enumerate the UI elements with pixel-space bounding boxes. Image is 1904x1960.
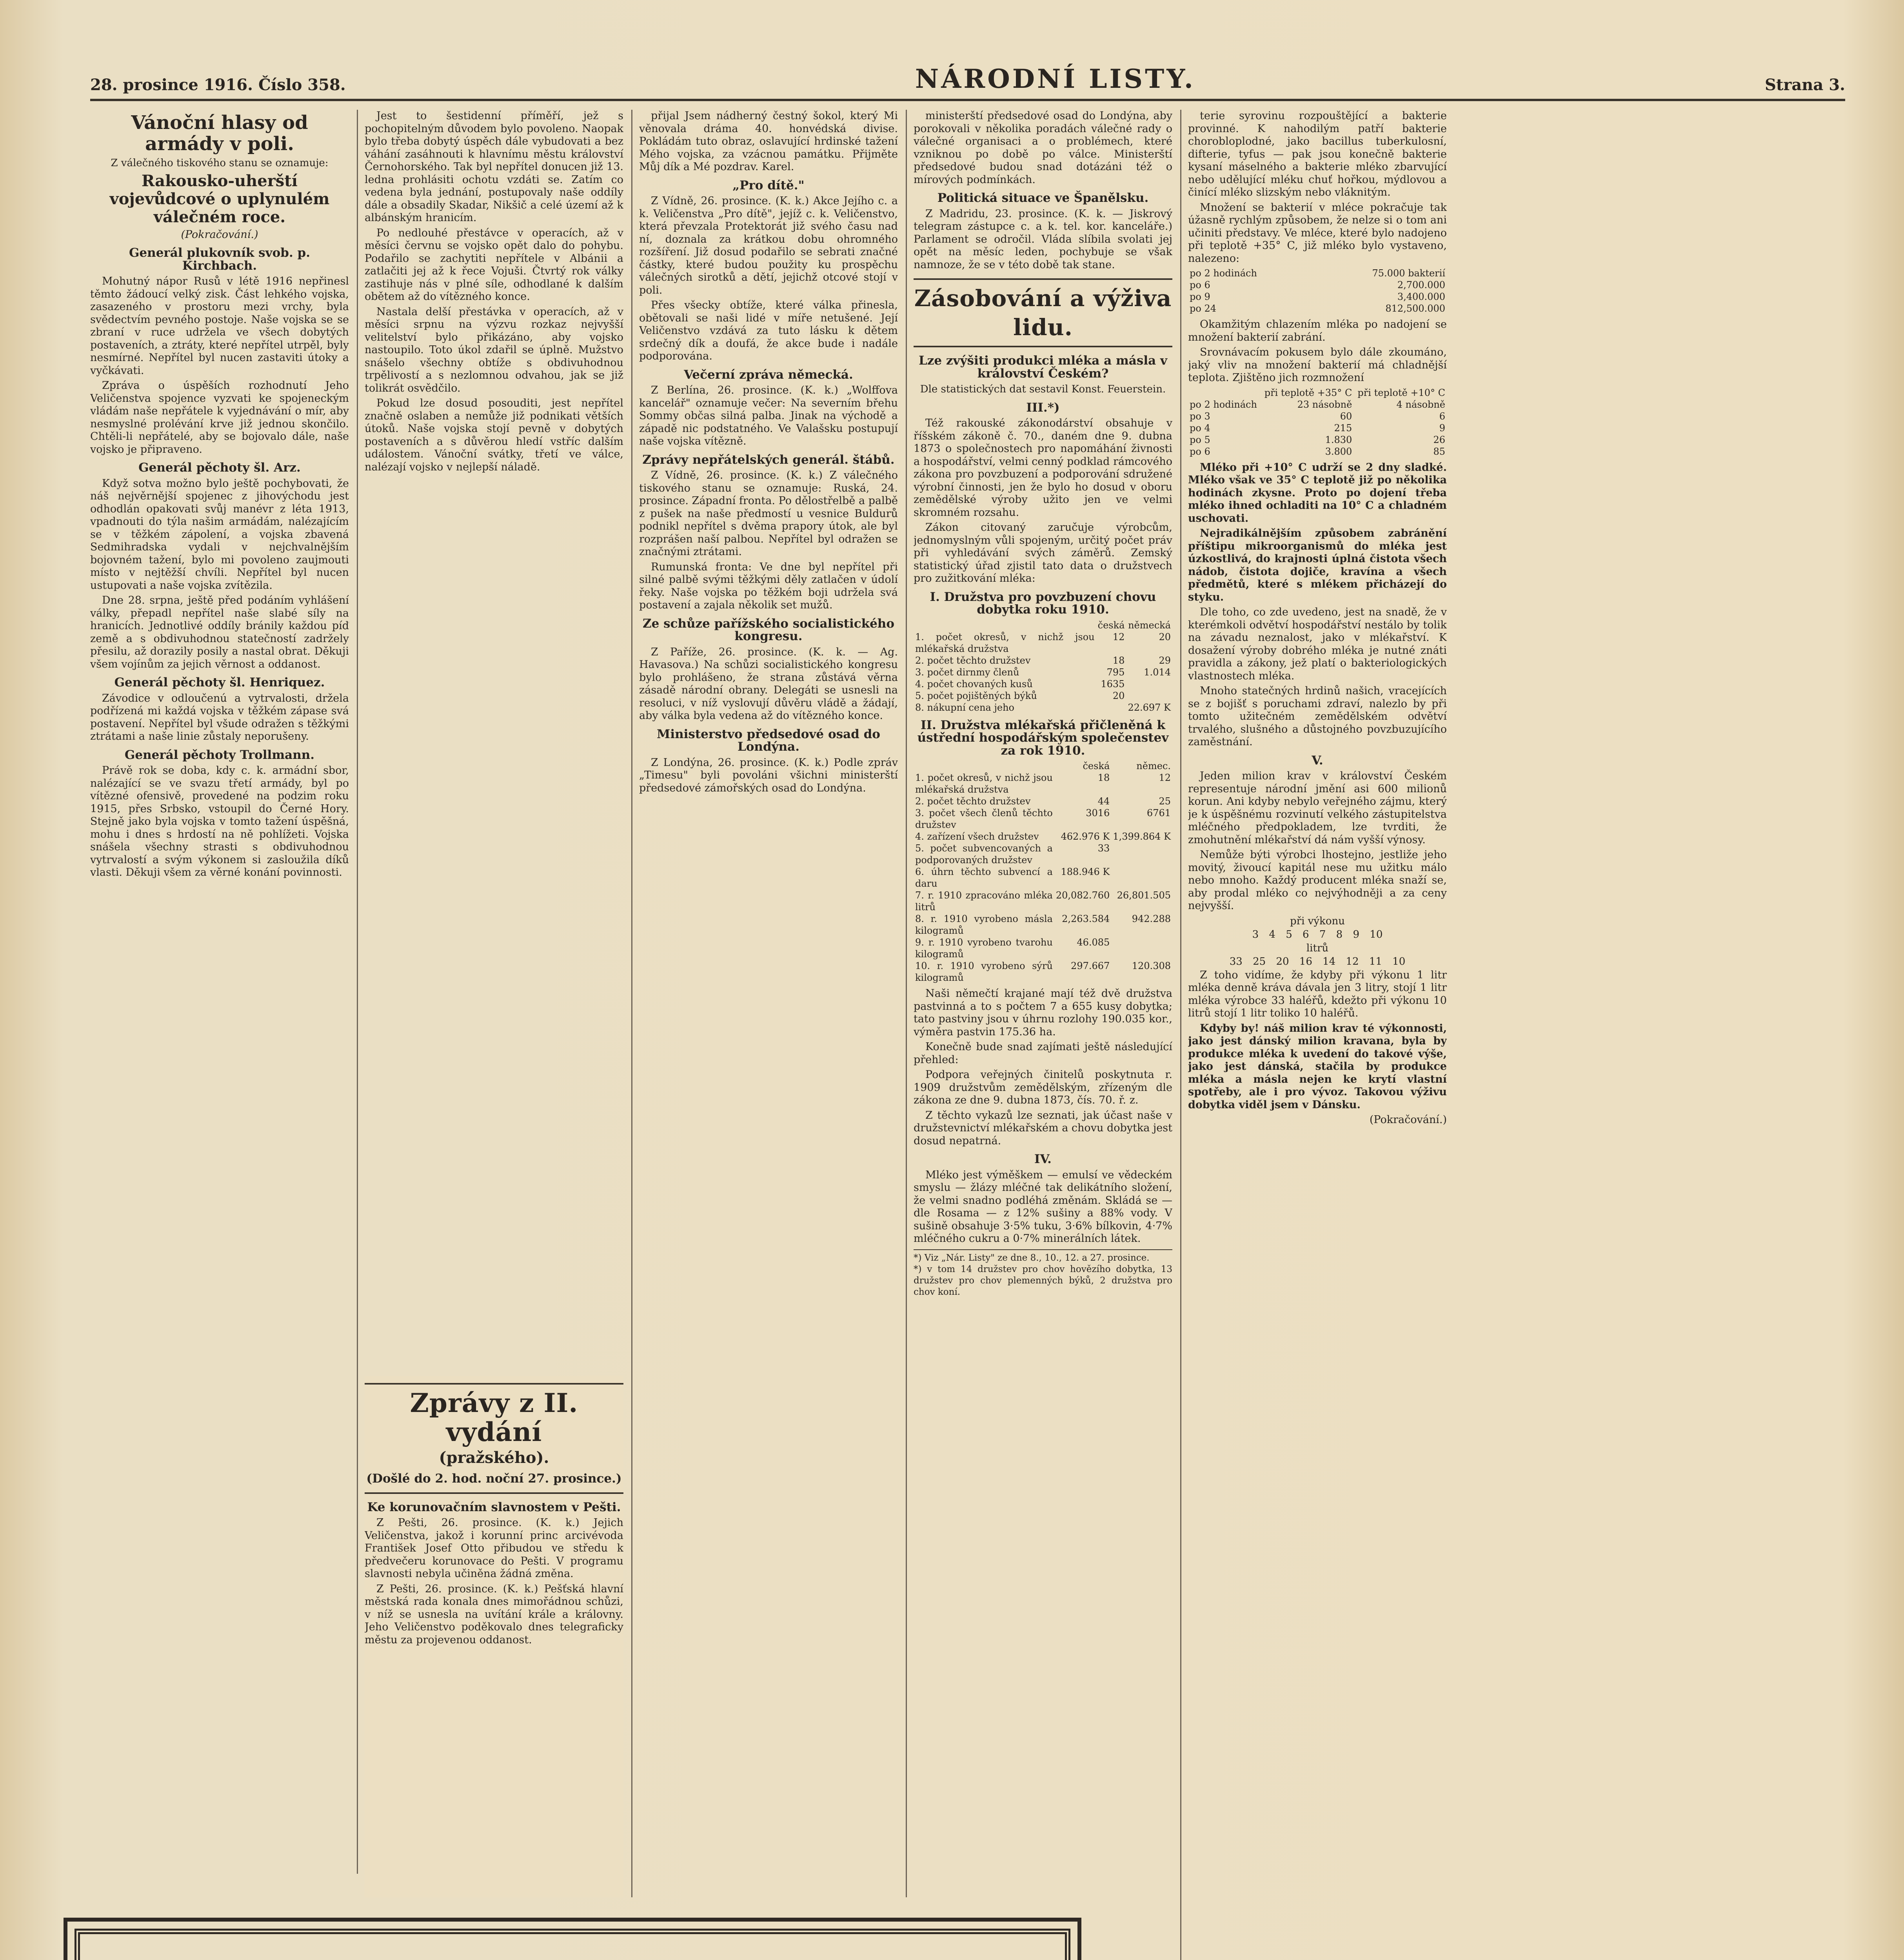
table-row: po 9 3,400.000 bbox=[1190, 291, 1445, 302]
section-heading: V. bbox=[1312, 753, 1323, 768]
table-row: 6. úhrn těchto subvencí a daru 188.946 K bbox=[915, 866, 1110, 889]
column-rule bbox=[906, 110, 907, 1897]
section-heading: „Pro dítě." bbox=[732, 178, 805, 192]
second-edition-note: (Došlé do 2. hod. noční 27. prosince.) bbox=[366, 1472, 622, 1486]
section-heading: Ministerstvo předsedové osad do Londýna. bbox=[657, 727, 880, 754]
table-header: česká bbox=[1083, 760, 1110, 771]
page-number: Strana 3. bbox=[1764, 76, 1845, 94]
paragraph: Po nedlouhé přestávce v operacích, až v měsíci červnu se vojsko opět dalo do pohybu. Podařilo se zachytiti nepřítele v Albánii a zatlačiti jej až k řece Vojuši. Čtvrtý rok války zastihuje nás v plné síle, odhodlané k dalším obětem až do vítězného konce. bbox=[365, 227, 623, 303]
masthead: NÁRODNÍ LISTY. bbox=[915, 64, 1195, 94]
column-rule bbox=[1180, 110, 1181, 1960]
column-1 bbox=[90, 110, 349, 1874]
article-intro: Z válečného tiskového stanu se oznamuje: bbox=[111, 157, 329, 169]
paragraph: Dle toho, co zde uvedeno, jest na snadě, že v kterémkoli odvětví hospodářství nestálo by tolik na závadu neznalost, jako v mlékařství. K dosažení výroby dobrého mléka je nutné znáti pravidla a zákony, jež platí o bakteriologických vlastnostech mléka. bbox=[1188, 606, 1447, 682]
yield-row: 3 4 5 6 7 8 9 10 bbox=[1252, 929, 1383, 940]
table-header: při teplotě +10° C bbox=[1357, 387, 1445, 398]
paragraph: Množení se bakterií v mléce pokračuje tak úžasně rychlým způsobem, že nelze si o tom ani učiniti představy. Ve mléce, které bylo nadojeno při teplotě +35° C, již mléko bylo vystaveno, nalezeno: bbox=[1188, 201, 1447, 265]
table-row: 5. počet subvencovaných a podporovaných družstev 33 bbox=[915, 843, 1110, 866]
nutrition-header bbox=[914, 278, 1172, 347]
yield-header: při výkonu bbox=[1290, 915, 1345, 927]
table-title: II. Družstva mlékařská přičleněná k ústřední hospodářským společenstev za rok 1910. bbox=[917, 718, 1169, 758]
table-row: po 4 215 9 bbox=[1190, 422, 1445, 434]
table-row: 2. počet těchto družstev 44 25 bbox=[915, 796, 1171, 807]
table-row: po 24 812,500.000 bbox=[1190, 303, 1445, 314]
table-row: 8. nákupní cena jeho 22.697 K bbox=[915, 702, 1171, 713]
table-row: 7. r. 1910 zpracováno mléka litrů 20,082.760 26,801.505 bbox=[915, 890, 1171, 913]
table-row: 5. počet pojištěných býků 20 bbox=[915, 690, 1125, 701]
paragraph: Z Madridu, 23. prosince. (K. k. — Jiskrový telegram zástupce c. a k. tel. kor. kanceláře.) Parlament se odročil. Vláda slíbila svolati jej opět na měsíc leden, pochybuje se však namnoze, že se v této době tak stane. bbox=[914, 207, 1172, 271]
table-row: po 2 hodinách 23 násobně 4 násobně bbox=[1190, 399, 1445, 410]
table-row: po 6 2,700.000 bbox=[1190, 279, 1445, 290]
section-heading: Generál pěchoty Trollmann. bbox=[124, 748, 315, 762]
section-heading: Generál plukovník svob. p. Kirchbach. bbox=[129, 246, 311, 273]
section-heading: Večerní zpráva německá. bbox=[684, 367, 853, 382]
table-header: česká bbox=[1097, 619, 1125, 631]
page-header bbox=[90, 64, 1845, 101]
paragraph: Z toho vidíme, že kdyby při výkonu 1 litr mléka denně kráva dávala jen 3 litry, stojí 1 litr mléka výrobce 33 haléřů, kdežto při výkonu 10 litrů stojí 1 litr toliko 10 haléřů. bbox=[1188, 969, 1447, 1019]
paragraph: Podpora veřejných činitelů poskytnuta r. 1909 družstvům zemědělským, zřízeným dle zákona ze dne 9. dubna 1873, čís. 70. ř. z. bbox=[914, 1069, 1172, 1106]
table-header: při teplotě +35° C bbox=[1264, 387, 1352, 398]
paragraph: Dne 28. srpna, ještě před podáním vyhlášení války, přepadl nepřítel naše slabé síly na hranicích. Jednotlivé oddíly bránily každou píď země a s obdivuhodnou statečností zadržely přesilu, až dorazily posily a nastal obrat. Děkuji všem vojínům za jejich věrnost a oddanost. bbox=[90, 594, 349, 670]
article-headline: Rakousko-uherští vojevůdcové o uplynulém válečném roce. bbox=[109, 171, 330, 226]
paragraph: Závodice v odloučenú a vytrvalosti, držela podřízená mi každá vojska v těžkém zápase svá postavení. Nepřítel byl všude odražen s těžkými ztrátami a naše linie zůstaly neporušeny. bbox=[90, 692, 349, 742]
section-heading: Zprávy nepřátelských generál. štábů. bbox=[642, 452, 895, 467]
column-5 bbox=[1188, 110, 1447, 1960]
table-row: po 3 60 6 bbox=[1190, 410, 1445, 422]
column-rule bbox=[631, 110, 632, 1897]
paragraph: Mléko jest výměškem — emulsí ve vědeckém smyslu — žlázy mléčné tak delikátního složení, že velmi snadno podléhá změnám. Skládá se — dle Rosama — z 12% sušiny a 88% vody. V sušině obsahuje 3·5% tuku, 3·6% bílkovin, 4·7% mléčného cukru a 0·7% minerálních látek. bbox=[914, 1169, 1172, 1245]
continuation-note: (Pokračování.) bbox=[1369, 1114, 1447, 1126]
table-row: po 5 1.830 26 bbox=[1190, 434, 1445, 445]
table-header: německá bbox=[1128, 619, 1171, 631]
paragraph: Mohutný nápor Rusů v létě 1916 nepřinesl těmto žádoucí velký zisk. Část lehkého vojska, zasazeného v prostoru mezi vrchy, byla svědectvím pevného postoje. Naše vojska se se zbraní v ruce udržela ve všech dobytých postaveních, a ztráty, které nepřítel utrpěl, byly nesmírné. Nepřítel byl nucen zastaviti útoky a vyčkávati. bbox=[90, 275, 349, 377]
paragraph: Nejradikálnějším způsobem zabránění příštipu mikroorganismů do mléka jest úzkostlivá, do krajnosti úplná čistota všech nádob, čistota dojiče, kravína a všech předmětů, které s mlékem přicházejí do styku. bbox=[1188, 527, 1447, 603]
yield-header: litrů bbox=[1306, 942, 1329, 954]
issue-date: 28. prosince 1916. Číslo 358. bbox=[90, 76, 346, 94]
section-heading: Politická situace ve Španělsku. bbox=[937, 191, 1149, 205]
paragraph: Naši němečtí krajané mají též dvě družstva pastvinná a to s počtem 7 a 655 kusy dobytka; tato pastviny jsou v úhrnu rozlohy 190.035 kor., výměra pastvin 175.36 ha. bbox=[914, 987, 1172, 1038]
temperature-table bbox=[1188, 387, 1447, 457]
paragraph: Mnoho statečných hrdinů našich, vracejících se z bojišť s poruchami zdraví, nalezlo by při tomto užitečném zemědělském odvětví trvalého, slušného a důstojného povzbuzujícího zaměstnání. bbox=[1188, 685, 1447, 748]
paragraph: Jest to šestidenní příměří, jež s pochopitelným důvodem bylo povoleno. Naopak bylo třeba dobytý úspěch dále vybudovati a bez váhání zasáhnouti k hlavnímu městu království Černohorského. Tak byl nepřítel donucen již 13. ledna prohlásiti ochotu vzdáti se. Zatím co vedena byla jednání, postupovaly naše oddíly dále a obsadily Skadar, Nikšič a celé území až k albánským hranicím. bbox=[365, 110, 623, 224]
paragraph: Mléko při +10° C udrží se 2 dny sladké. Mléko však ve 35° C teplotě již po několika hodinách zkysne. Proto po dojení třeba mléko ihned ochladiti na 10° C a chladném uschovati. bbox=[1188, 461, 1447, 524]
table-row: 10. r. 1910 vyrobeno sýrů kilogramů 297.667 120.308 bbox=[915, 960, 1171, 983]
columns bbox=[90, 110, 1845, 1874]
table-row: 1. počet okresů, v nichž jsou mlékařská družstva 18 12 bbox=[915, 772, 1171, 795]
paragraph: Nemůže býti výrobci lhostejno, jestliže jeho movitý, živoucí kapitál nese mu užitku málo nebo mnoho. Každý producent mléka snaží se, aby prodal mléko co nejvýhodněji a za ceny nejvyšší. bbox=[1188, 849, 1447, 912]
paragraph: Z Paříže, 26. prosince. (K. k. — Ag. Havasova.) Na schůzi socialistického kongresu bylo prohlášeno, že strana zůstává věrna zásadě národní obrany. Delegáti se usnesli na resoluci, v níž vyslovují důvěru vládě a žádají, aby válka byla vedena až do vítězného konce. bbox=[639, 646, 898, 722]
table-row: po 6 3.800 85 bbox=[1190, 446, 1445, 457]
paragraph: Zákon citovaný zaručuje výrobcům, jednomyslným vůli spojeným, určitý počet práv při vyhledávání svých záměrů. Zemský statistický úřad zjistil tato data o družstvech pro zužitkování mléka: bbox=[914, 521, 1172, 584]
second-edition-subtitle: (pražského). bbox=[439, 1448, 549, 1467]
paragraph: Nastala delší přestávka v operacích, až v měsíci srpnu na výzvu rozkaz nejvyšší velitelství bylo přikázáno, aby vojsko nastoupilo. Toto úkol zdařil se úplně. Mužstvo snášelo všechny obtíže s obdivuhodnou trpělivostí a s nezlomnou odvahou, jak se již tolikrát osvědčilo. bbox=[365, 305, 623, 394]
table-row: 2. počet těchto družstev 18 29 bbox=[915, 655, 1171, 666]
paragraph: Z Pešti, 26. prosince. (K. k.) Pešťská hlavní městská rada konala dnes mimořádnou schůzi, v níž se usnesla na uvítání krále a královny. Jeho Veličenstvo poděkovalo dnes telegraficky městu za projevenou oddanost. bbox=[365, 1583, 623, 1646]
table-row: 3. počet všech členů těchto družstev 3016 6761 bbox=[915, 808, 1171, 830]
paragraph: Též rakouské zákonodárství obsahuje v říšském zákoně č. 70., daném dne 9. dubna 1873 o společnostech pro napomáhání živnosti a hospodářství, velmi cenný podklad rámcového zákona pro povzbuzení a podporování sdružené výrobní činnosti, jen že bylo ho dosud v oboru zemědělské výroby užito jen ve velmi skromném rozsahu. bbox=[914, 417, 1172, 519]
paragraph: Z Vídně, 26. prosince. (K. k.) Akce Jejího c. a k. Veličenstva „Pro dítě", jejíž c. k. Veličenstvo, která převzala Protektorát již svého času nad ní, doznala za krátkou dobu ohromného rozšíření. Již dosud podařilo se sebrati značné částky, které budou použity ku prospěchu válečných sirotků a dětí, jejichž otcové stojí v poli. bbox=[639, 195, 898, 296]
paragraph: Srovnávacím pokusem bylo dále zkoumáno, jaký vliv na množení bakterií má chladnější teplota. Zjištěno jich rozmnožení bbox=[1188, 346, 1447, 384]
paragraph: Konečně bude snad zajímati ještě následující přehled: bbox=[914, 1041, 1172, 1066]
paragraph: Přes všecky obtíže, které válka přinesla, obětovali se naši lidé v míře netušené. Její Veličenstvo vzdává za tuto lásku k dětem srdečný dík a doufá, že akce bude i nadále podporována. bbox=[639, 299, 898, 362]
section-heading: IV. bbox=[1034, 1152, 1052, 1166]
table-row: po 2 hodinách 75.000 bakterií bbox=[1190, 268, 1445, 279]
second-edition-block bbox=[365, 1376, 623, 1897]
article-question: Lze zvýšiti produkci mléka a másla v království Českém? bbox=[918, 354, 1168, 381]
table-row: 4. zařízení všech družstev 462.976 K 1,399.864 K bbox=[915, 831, 1171, 842]
paragraph: terie syrovinu rozpouštějící a bakterie provinné. K nahodilým patří bakterie chorobloplodné, jako bacillus tuberkulosní, difterie, tyfus — pak jsou konečně bakterie kysaní máselného a bakterie mléko zbarvující nebo udělující mléku chuť hořkou, mýdlovou a činící mléko slizským nebo vláknitým. bbox=[1188, 110, 1447, 198]
paragraph: Rumunská fronta: Ve dne byl nepřítel při silné palbě svými těžkými děly zatlačen v údolí řeky. Naše vojska po těžkém boji udržela svá postavení a zajala několik set mužů. bbox=[639, 561, 898, 611]
table-header: němec. bbox=[1136, 760, 1171, 771]
paragraph: Z Pešti, 26. prosince. (K. k.) Jejich Veličenstva, jakož i korunní princ arcivévoda František Josef Otto přibudou ve středu k předvečeru korunovace do Pešti. V programu slavnosti nebyla učiněna žádná změna. bbox=[365, 1517, 623, 1580]
column-4 bbox=[914, 110, 1172, 1960]
table-row: 3. počet dirnmy členů 795 1.014 bbox=[915, 666, 1171, 678]
article-title: Vánoční hlasy od armády v poli. bbox=[131, 112, 308, 155]
nutrition-title: Zásobování a výživa lidu. bbox=[914, 285, 1172, 341]
paragraph: Kdyby by! náš milion krav té výkonnosti, jako jest dánský milion kravana, byla by produkce mléka k uvedení do takové výše, jako jest dánská, stačila by produkce mléka a másla nejen ke krytí vlastní spotřeby, ale i pro vývoz. Takovou výživu dobytka viděl jsem v Dánsku. bbox=[1188, 1022, 1447, 1111]
footnote bbox=[914, 1249, 1172, 1298]
paragraph: Když sotva možno bylo ještě pochybovati, že náš nejvěrnější spojenec z jihovýchodu jest odhodlán opakovati svůj manévr z léta 1913, vpadnouti do týla našim armádám, nalézajícím se v těžkém zápolení, a vojska zbavená Sedmihradska vydali v nejchvalnějším bojovném tažení, bylo mi povoleno zaujmouti místo v nejtěžší chvíli. Nepřítel byl nucen ustupovati a naše vojska zvítězila. bbox=[90, 477, 349, 592]
table-row: 8. r. 1910 vyrobeno másla kilogramů 2,263.584 942.288 bbox=[915, 913, 1171, 936]
article-part: III.*) bbox=[1026, 400, 1060, 415]
table-row: 1. počet okresů, v nichž jsou mlékařská družstva 12 20 bbox=[915, 631, 1171, 654]
column-rule bbox=[357, 110, 358, 1874]
paragraph: Z těchto vykazů lze seznati, jak účast naše v družstevnictví mlékařském a chovu dobytka jest dosud nepatrná. bbox=[914, 1109, 1172, 1147]
table-title: I. Družstva pro povzbuzení chovu dobytka roku 1910. bbox=[930, 590, 1156, 617]
footnote-2: *) v tom 14 družstev pro chov hovězího dobytka, 13 družstev pro chov plemenných býků, 2 družstva pro chov koní. bbox=[914, 1264, 1172, 1297]
footnote-1: *) Viz „Nár. Listy" ze dne 8., 10., 12. a 27. prosince. bbox=[914, 1252, 1150, 1263]
paragraph: Pokud lze dosud posouditi, jest nepřítel značně oslaben a nemůže již podnikati větších útoků. Naše vojska stojí pevně v dobytých postaveních a s důvěrou hledí vstříc dalším událostem. Vánoční svátky, třetí ve válce, nalézají vojsko v nejlepší náladě. bbox=[365, 397, 623, 473]
section-heading: Generál pěchoty šl. Henriquez. bbox=[114, 675, 325, 690]
yield-row: 33 25 20 16 14 12 11 10 bbox=[1229, 956, 1406, 967]
continuation-note: (Pokračování.) bbox=[181, 228, 258, 241]
section-heading: Ke korunovačním slavnostem v Pešti. bbox=[367, 1500, 621, 1514]
paragraph: přijal Jsem nádherný čestný šokol, který Mi věnovala dráma 40. honvédská divise. Pokládám tuto obraz, oslavující hrdinské tažení Mého vojska, za vzácnou památku. Přijměte Můj dík a Mé pozdrav. Karel. bbox=[639, 110, 898, 173]
paragraph: Právě rok se doba, kdy c. k. armádní sbor, nalézající se ve svazu třetí armády, byl po vítězné ofensivě, provedené na podzim roku 1915, přes Srbsko, vstoupil do Černé Hory. Stejně jako byla vojska v tomto tažení úspěšná, mohu i dnes s hrdostí na ně pohlížeti. Vojska snášela všechny strasti s obdivuhodnou vytrvalostí a svým výkonem si zasloužila díků vlasti. Děkuji všem za věrné konání povinnosti. bbox=[90, 764, 349, 878]
paragraph: Jeden milion krav v království Českém representuje národní jmění asi 600 milionů korun. Ani kdyby nebylo veřejného zájmu, který je k úspěšnému rozvinutí velkého zástupitelstva mléčného předpokladem, lze tvrditi, že zmohutnění mlékařství dá nám vyšší výnosy. bbox=[1188, 770, 1447, 846]
column-3 bbox=[639, 110, 898, 1897]
table-row: 9. r. 1910 vyrobeno tvarohu kilogramů 46.085 bbox=[915, 937, 1110, 960]
paragraph: ministerští předsedové osad do Londýna, aby porokovali v několika poradách válečné rady o válečné organisaci a o problémech, které vzniknou po době po válce. Ministerští předsedové budou snad dotázáni též o mírových podmínkách. bbox=[914, 110, 1172, 186]
paragraph: Z Berlína, 26. prosince. (K. k.) „Wolffova kancelář" oznamuje večer: Na severním břehu Sommy občas silná palba. Jinak na východě a západě nic podstatného. Ve Valašsku postupují naše vojska vítězně. bbox=[639, 384, 898, 447]
section-heading: Ze schůze pařížského socialistického kongresu. bbox=[642, 616, 895, 643]
section-heading: Generál pěchoty šl. Arz. bbox=[138, 461, 301, 475]
paragraph: Zpráva o úspěších rozhodnutí Jeho Veličenstva spojence vyzvati ke spojeneckým vládám naše nepřátele k vyjednávání o mír, aby nesmyslné prolévání krve již jednou skončilo. Chtěli-li nepřátelé, aby se bojovalo dále, naše vojsko je připraveno. bbox=[90, 379, 349, 456]
article-author: Dle statistických dat sestavil Konst. Feuerstein. bbox=[920, 383, 1166, 395]
print-shop-advertisement bbox=[74, 1929, 1070, 1960]
dairy-cooperatives-table bbox=[914, 760, 1172, 984]
second-edition-title: Zprávy z II. vydání bbox=[410, 1388, 578, 1447]
paragraph: Okamžitým chlazením mléka po nadojení se množení bakterií zabrání. bbox=[1188, 318, 1447, 343]
paragraph: Z Vídně, 26. prosince. (K. k.) Z válečného tiskového stanu se oznamuje: Ruská, 24. prosince. Západní fronta. Po dělostřelbě a palbě z pušek na naše předmostí u vesnice Buldurů podnikl nepřítel s dvěma prapory útok, ale byl rozprášen naší palbou. Nepřítel byl odražen se značnými ztrátami. bbox=[639, 469, 898, 558]
bacteria-growth-table bbox=[1188, 267, 1447, 314]
paragraph: Z Londýna, 26. prosince. (K. k.) Podle zpráv „Timesu" byli povoláni všichni ministerští předsedové zámořských osad do Londýna. bbox=[639, 756, 898, 794]
table-row: 4. počet chovaných kusů 1635 bbox=[915, 678, 1125, 690]
cattle-breeding-table bbox=[914, 619, 1172, 713]
second-edition-header bbox=[365, 1383, 623, 1494]
